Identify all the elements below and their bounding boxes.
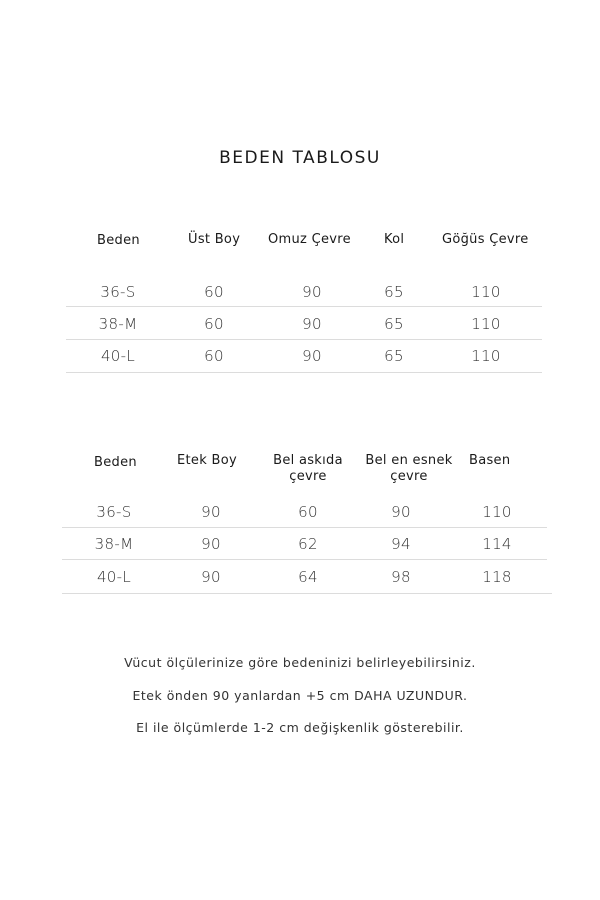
note-measurement-variance: El ile ölçümlerde 1-2 cm değişkenlik gösterebilir. bbox=[136, 720, 464, 735]
header-ust-boy: Üst Boy bbox=[188, 232, 241, 247]
note-skirt-length: Etek önden 90 yanlardan +5 cm DAHA UZUNDUR. bbox=[132, 688, 468, 703]
table-cell: 64 bbox=[298, 568, 318, 586]
table-cell: 90 bbox=[302, 347, 322, 365]
table-cell: 65 bbox=[384, 315, 404, 333]
header-kol: Kol bbox=[384, 232, 405, 247]
table-cell: 90 bbox=[302, 315, 322, 333]
table-cell: 90 bbox=[201, 568, 221, 586]
header-bel-askida: Bel askıda bbox=[273, 453, 343, 468]
table-cell: 90 bbox=[201, 535, 221, 553]
table-cell: 110 bbox=[471, 283, 501, 301]
row-divider bbox=[62, 559, 547, 560]
table-cell: 98 bbox=[391, 568, 411, 586]
header-etek-boy: Etek Boy bbox=[177, 453, 237, 468]
header-beden: Beden bbox=[94, 455, 137, 470]
table-cell: 60 bbox=[204, 315, 224, 333]
row-divider bbox=[66, 372, 542, 373]
header-bel-en-esnek: Bel en esnek bbox=[365, 453, 453, 468]
header-bel-en-esnek-cevre: çevre bbox=[390, 469, 428, 484]
header-bel-askida-cevre: çevre bbox=[289, 469, 327, 484]
table-cell: 60 bbox=[298, 503, 318, 521]
table-cell: 40-L bbox=[100, 347, 136, 365]
table-cell: 114 bbox=[482, 535, 512, 553]
table-cell: 110 bbox=[471, 315, 501, 333]
table-cell: 36-S bbox=[96, 503, 132, 521]
table-cell: 38-M bbox=[98, 315, 138, 333]
table-cell: 65 bbox=[384, 347, 404, 365]
table-cell: 110 bbox=[471, 347, 501, 365]
table-cell: 62 bbox=[298, 535, 318, 553]
page-title: BEDEN TABLOSU bbox=[219, 148, 381, 168]
row-divider bbox=[66, 306, 542, 307]
table-cell: 38-M bbox=[94, 535, 134, 553]
header-omuz-cevre: Omuz Çevre bbox=[268, 232, 351, 247]
header-gogus-cevre: Göğüs Çevre bbox=[442, 232, 529, 247]
table-cell: 90 bbox=[302, 283, 322, 301]
row-divider bbox=[62, 527, 547, 528]
table-cell: 118 bbox=[482, 568, 512, 586]
table-cell: 65 bbox=[384, 283, 404, 301]
table-cell: 40-L bbox=[96, 568, 132, 586]
header-basen: Basen bbox=[469, 453, 511, 468]
table-cell: 94 bbox=[391, 535, 411, 553]
table-cell: 60 bbox=[204, 347, 224, 365]
table-cell: 90 bbox=[201, 503, 221, 521]
table-cell: 110 bbox=[482, 503, 512, 521]
header-beden: Beden bbox=[97, 233, 140, 248]
table-cell: 36-S bbox=[100, 283, 136, 301]
table-cell: 60 bbox=[204, 283, 224, 301]
table-cell: 90 bbox=[391, 503, 411, 521]
row-divider bbox=[62, 593, 552, 594]
row-divider bbox=[66, 339, 542, 340]
note-size-guidance: Vücut ölçülerinize göre bedeninizi belirleyebilirsiniz. bbox=[124, 655, 476, 670]
